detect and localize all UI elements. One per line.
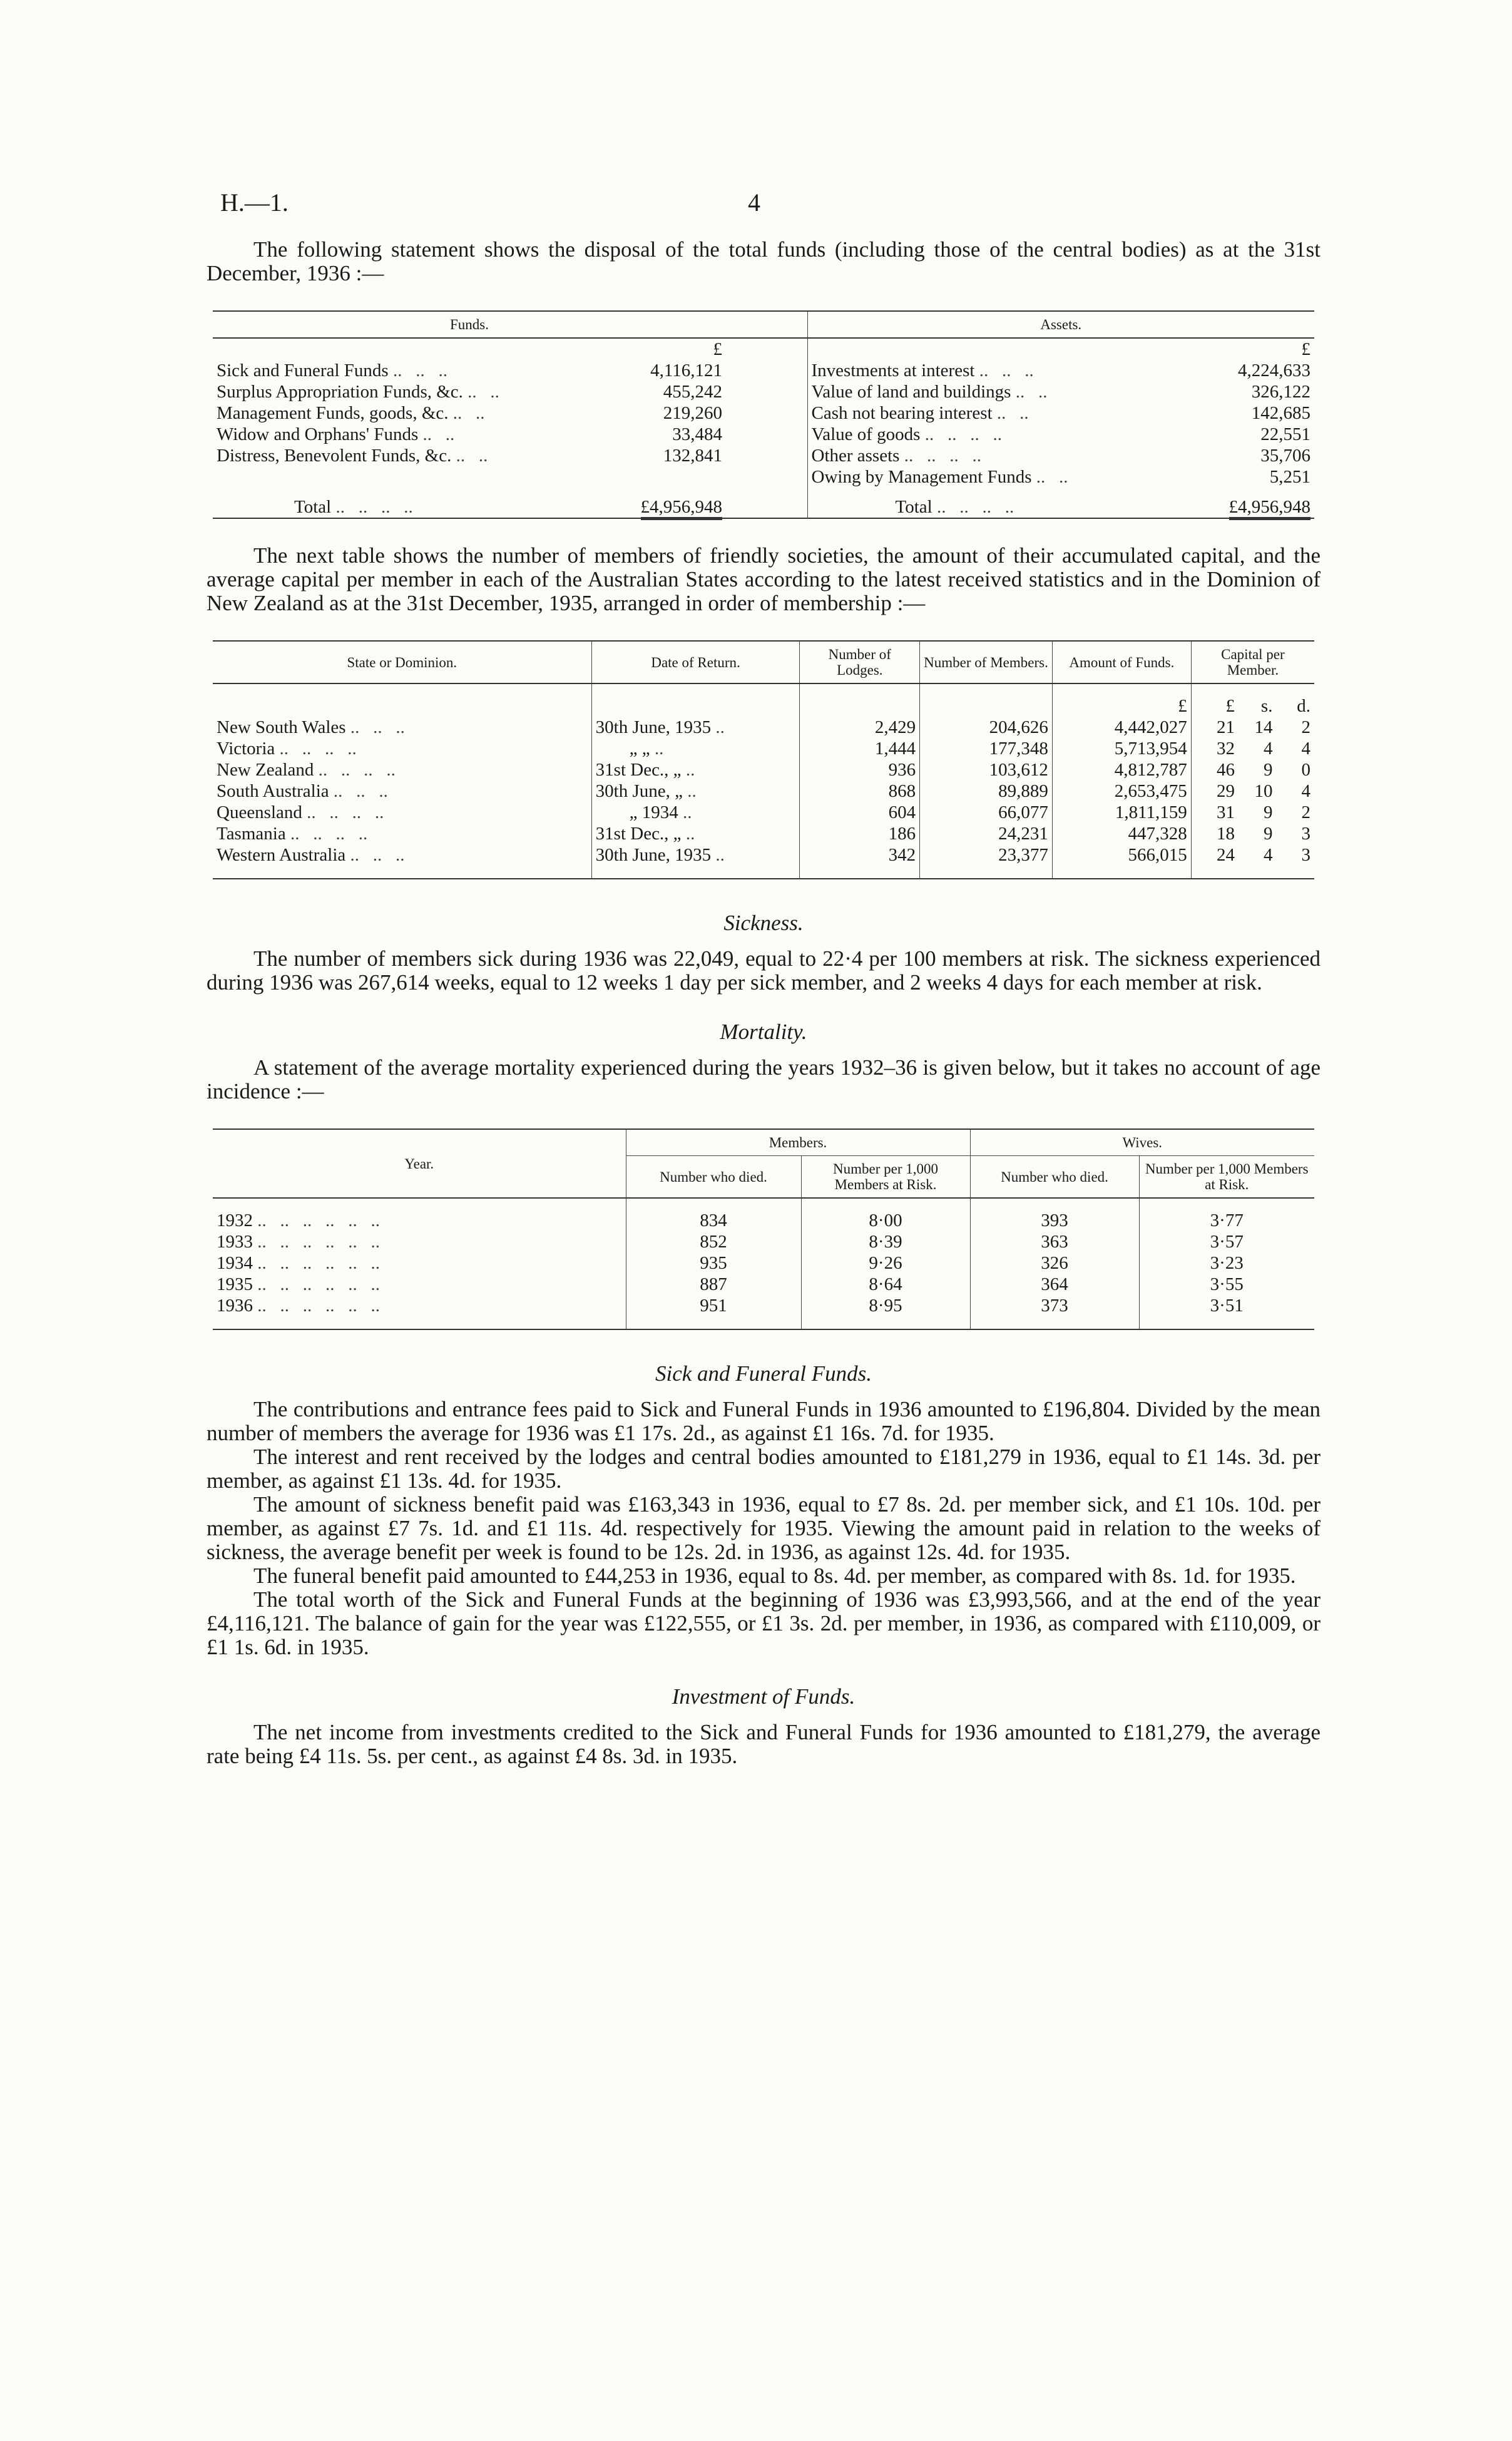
table-row: 1934 .. .. .. .. .. .. 935 9·26 326 3·23 (213, 1252, 1314, 1274)
sick-funeral-paragraph: The amount of sickness benefit paid was £163,343 in 1936, equal to £7 8s. 2d. per member sick, and £1 10s. 10d. per member, as against £7 7s. 1d. and £1 11s. 4d. respectively for 1935. Viewing the amount paid in relation to the weeks of sickness, the average benefit per week is found to be 12s. 2d. in 1936, as against 12s. 4d. for 1935. (207, 1492, 1320, 1564)
investment-paragraph: The net income from investments credited to the Sick and Funeral Funds for 1936 amounted to £181,279, the average rate being £4 11s. 5s. per cent., as against £4 8s. 3d. in 1935. (207, 1720, 1320, 1768)
document-page (207, 188, 1320, 1768)
table-row: New Zealand .. .. .. .. 31st Dec., „ .. 936 103,612 4,812,787 46 9 0 (217, 760, 1310, 780)
mortality-heading: Mortality. (720, 1020, 807, 1044)
funds-total: £4,956,948 (641, 497, 723, 520)
table-row: South Australia .. .. .. 30th June, „ .. 868 89,889 2,653,475 29 10 4 (217, 781, 1310, 801)
funds-row: Management Funds, goods, &c. .. .. 219,260 Cash not bearing interest .. .. 142,685 (217, 403, 1310, 423)
funds-row: Owing by Management Funds .. .. 5,251 (213, 466, 1314, 488)
page-number: 4 (748, 188, 760, 217)
assets-total: £4,956,948 (1229, 497, 1311, 520)
intro-paragraph: The following statement shows the disposal of the total funds (including those of the central bodies) as at the 31st December, 1936 :— (207, 237, 1320, 285)
sickness-paragraph: The number of members sick during 1936 was 22,049, equal to 22·4 per 100 members at risk. The sickness experienced during 1936 was 267,614 weeks, equal to 12 weeks 1 day per sick member, and 2 weeks 4 days for each member at risk. (207, 946, 1320, 995)
parliamentary-paper-ref: H.—1. (220, 188, 289, 217)
page-header (207, 188, 1320, 238)
table-row: 1936 .. .. .. .. .. .. 951 8·95 373 3·51 (213, 1295, 1314, 1329)
table-row: 1933 .. .. .. .. .. .. 852 8·39 363 3·57 (213, 1231, 1314, 1252)
funds-currency: £ (713, 339, 722, 359)
table-row: 1932 .. .. .. .. .. .. 834 8·00 393 3·77 (213, 1210, 1314, 1231)
sick-funeral-paragraph: The contributions and entrance fees paid to Sick and Funeral Funds in 1936 amounted to £196,804. Divided by the mean number of members the average for 1936 was £1 17s. 2d., as against £1 16s. 7d. for 1935. (207, 1397, 1320, 1445)
funds-assets-table (213, 310, 1314, 519)
members-paragraph: The next table shows the number of members of friendly societies, the amount of their accumulated capital, and the average capital per member in each of the Australian States according to the latest received statistics and in the Dominion of New Zealand as at the 31st December, 1935, arranged in order of membership :— (207, 543, 1320, 615)
table-row: Western Australia .. .. .. 30th June, 1935 .. 342 23,377 566,015 24 4 3 (213, 844, 1314, 879)
assets-heading: Assets. (807, 311, 1314, 338)
funds-row: Surplus Appropriation Funds, &c. .. .. 455,242 Value of land and buildings .. .. 326,122 (217, 382, 1310, 402)
funds-row: Distress, Benevolent Funds, &c. .. .. 132,841 Other assets .. .. .. .. 35,706 (217, 446, 1310, 466)
mortality-paragraph: A statement of the average mortality experienced during the years 1932–36 is given below, but it takes no account of age incidence :— (207, 1055, 1320, 1103)
investment-heading: Investment of Funds. (672, 1684, 856, 1709)
table-row: New South Wales .. .. .. 30th June, 1935 .. 2,429 204,626 4,442,027 21 14 2 (217, 717, 1310, 737)
funds-row: Widow and Orphans' Funds .. .. 33,484 Value of goods .. .. .. .. 22,551 (217, 424, 1310, 444)
funds-row: Sick and Funeral Funds .. .. .. 4,116,121 Investments at interest .. .. .. 4,224,633 (217, 361, 1310, 381)
table-row: 1935 .. .. .. .. .. .. 887 8·64 364 3·55 (213, 1274, 1314, 1295)
sick-funeral-paragraph: The funeral benefit paid amounted to £44,253 in 1936, equal to 8s. 4d. per member, as compared with 8s. 1d. for 1935. (253, 1563, 1296, 1588)
mortality-table: Year. Members. Wives. Number who died. Number per 1,000 Members at Risk. Number who died. Number per 1,000 Members at Risk. 1932 .. .. .. .. .. .. 834 8·00 393 3·77 1933 .. .. .. .. .. .. 852 8·39 363 3·57 1934 .. .. .. .. .. .. 935 9·26 326 3·23 1935 .. .. .. .. .. .. 887 8·64 364 3·55 1936 .. .. .. .. .. .. 951 8·95 373 3·51 (213, 1128, 1314, 1330)
assets-currency: £ (1301, 339, 1310, 359)
sick-funeral-paragraph: The interest and rent received by the lodges and central bodies amounted to £181,279 in 1936, equal to £1 14s. 3d. per member, as against £1 13s. 4d. for 1935. (207, 1445, 1320, 1493)
sick-funeral-heading: Sick and Funeral Funds. (655, 1361, 872, 1386)
funds-heading: Funds. (450, 317, 489, 332)
table-row: Queensland .. .. .. .. „ 1934 .. 604 66,077 1,811,159 31 9 2 (217, 802, 1310, 822)
table-row: Victoria .. .. .. .. „ „ .. 1,444 177,348 5,713,954 32 4 4 (217, 739, 1310, 759)
sickness-heading: Sickness. (723, 911, 804, 935)
table-row: Tasmania .. .. .. .. 31st Dec., „ .. 186 24,231 447,328 18 9 3 (217, 824, 1310, 844)
friendly-societies-table: State or Dominion. Date of Return. Number of Lodges. Number of Members. Amount of Funds. Capital per Member. £ £ s. d. New South Wales .. .. .. 30th June, 1935 .. 2,429 204,626 4,442,027 21 14 2 Victoria .. .. .. .. „ „ .. 1,444 177,348 5,713,954 32 4 4 New Zealand .. .. .. .. 31st Dec., „ .. 936 103,612 4,812,787 46 9 0 South Australia .. .. .. 30th June, „ .. 868 89,889 2,653,475 29 10 4 Queensland .. .. .. .. „ 1934 .. 604 66,077 1,811,159 31 9 2 Tasmania .. .. .. .. 31st Dec., „ .. 186 24,231 447,328 18 9 3 Western Australia .. .. .. 30th June, 1935 .. 342 23,377 566,015 24 4 3 (213, 640, 1314, 879)
total-row: Total .. .. .. .. £4,956,948 Total .. .. .. .. £4,956,948 (213, 488, 1314, 518)
sick-funeral-paragraph: The total worth of the Sick and Funeral Funds at the beginning of 1936 was £3,993,566, and at the end of the year £4,116,121. The balance of gain for the year was £122,555, or £1 3s. 2d. per member, in 1936, as compared with £110,009, or £1 1s. 6d. in 1935. (207, 1587, 1320, 1659)
